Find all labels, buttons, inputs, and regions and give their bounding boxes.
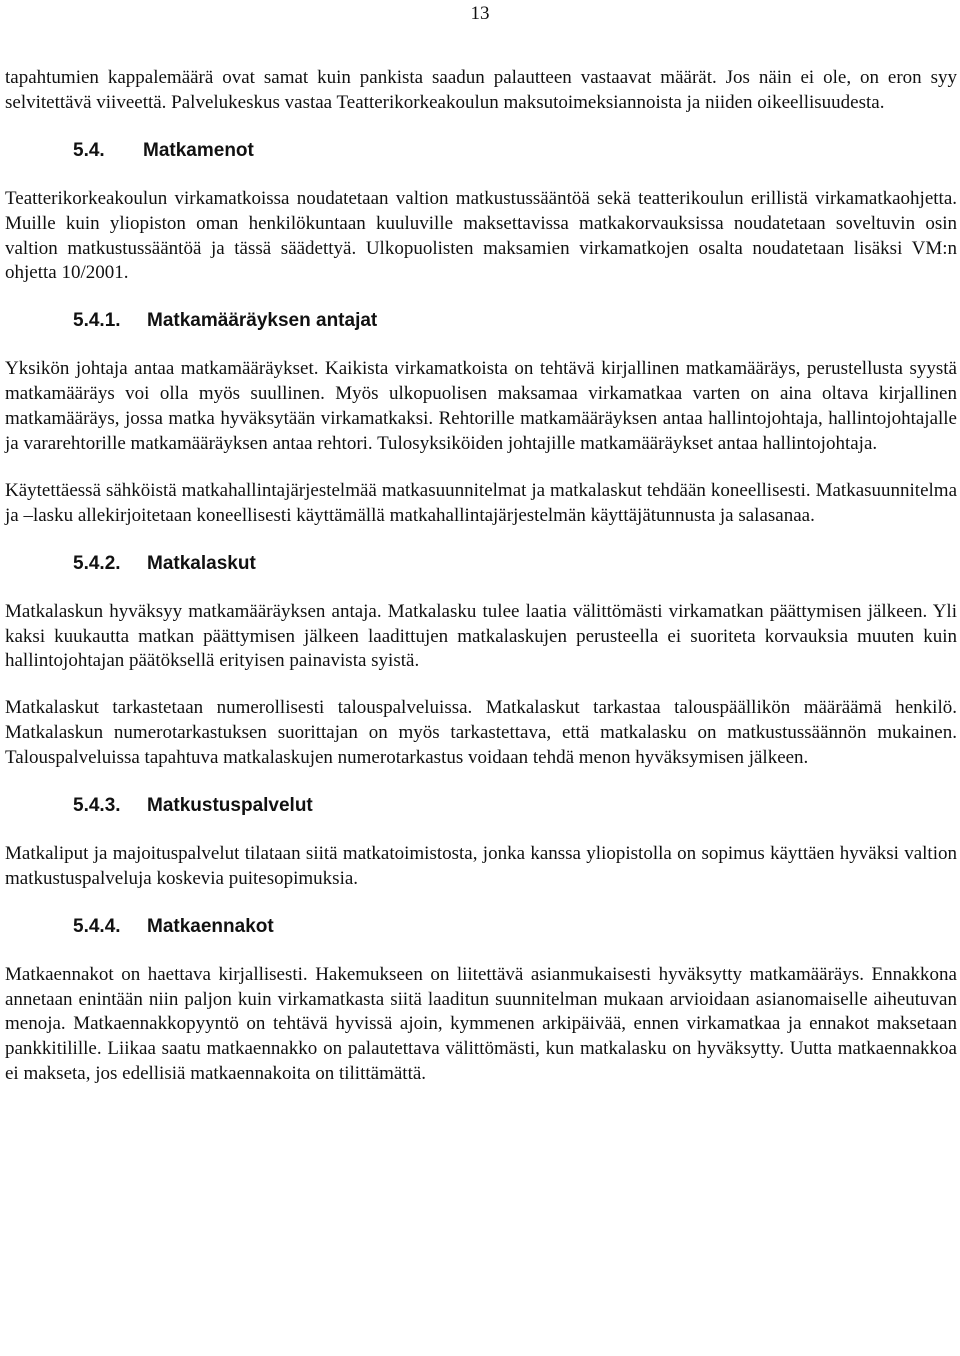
document-body	[5, 66, 957, 1087]
subsection-heading	[5, 309, 957, 334]
subsection-heading	[5, 794, 957, 819]
subsection-number: 5.4.3.	[73, 795, 121, 817]
subsection-title: Matkalaskut	[147, 552, 256, 574]
paragraph: Matkaliput ja majoituspalvelut tilataan siitä matkatoimistosta, jonka kanssa yliopistolla on sopimus käyttäen hyväksi valtion matkustuspalveluja koskevia puitesopimuksia.	[5, 842, 957, 889]
subsection-title: Matkaennakot	[147, 915, 274, 937]
section-number: 5.4.	[73, 139, 105, 161]
intro-paragraph: tapahtumien kappalemäärä ovat samat kuin pankista saadun palautteen vastaavat määrät. Jos näin ei ole, on eron syy selvitettävä viiveettä. Palvelukeskus vastaa Teatterikorkeakoulun maksutoimeksiannoista ja niiden oikeellisuudesta.	[5, 67, 957, 113]
paragraph: Käytettäessä sähköistä matkahallintajärjestelmää matkasuunnitelmat ja matkalaskut tehdään koneellisesti. Matkasuunnitelma ja –lasku allekirjoitetaan koneellisesti käyttämällä matkahallintajärjestelmän käyttäjätunnusta ja salasanaa.	[5, 479, 957, 526]
paragraph: Matkalaskun hyväksyy matkamääräyksen antaja. Matkalasku tulee laatia välittömästi virkamatkan päättymisen jälkeen. Yli kaksi kuukautta matkan päättymisen jälkeen laadittujen matkalaskujen perusteella ei suoriteta korvauksia muuten kuin hallintojohtajan päätöksellä erityisen painavista syistä.	[5, 600, 957, 672]
page-number: 13	[470, 3, 490, 24]
subsection-heading	[5, 915, 957, 940]
section-heading	[5, 139, 957, 164]
subsection-title: Matkustuspalvelut	[147, 795, 313, 817]
subsection-number: 5.4.2.	[73, 552, 121, 574]
section-paragraph: Teatterikorkeakoulun virkamatkoissa noudatetaan valtion matkustussääntöä sekä teatterikoulun erillistä virkamatkaohjetta. Muille kuin yliopiston oman henkilökuntaan kuuluville maksettavissa matkakorvauksissa noudatetaan soveltuvin osin valtion matkustussääntöä ja tässä säädettyä. Ulkopuolisten maksamien virkamatkojen osalta noudatetaan lisäksi VM:n ohjetta 10/2001.	[5, 187, 957, 284]
section-title: Matkamenot	[143, 139, 254, 161]
subsection-heading	[5, 552, 957, 577]
subsection-number: 5.4.4.	[73, 915, 121, 937]
subsection-number: 5.4.1.	[73, 310, 121, 332]
paragraph: Yksikön johtaja antaa matkamääräykset. Kaikista virkamatkoista on tehtävä kirjallinen matkamääräys, perustellusta syystä matkamääräys voi olla myös suullinen. Myös ulkopuolisen maksamaa virkamatkaa varten on aina oltava kirjallinen matkamääräys, jossa matka hyväksytään virkamatkaksi. Rehtorille matkamääräyksen antaa hallintojohtaja, hallintojohtajalle ja vararehtorille matkamääräyksen antaa rehtori. Tulosyksiköiden johtajille matkamääräykset antaa hallintojohtaja.	[5, 358, 957, 454]
paragraph: Matkalaskut tarkastetaan numerollisesti talouspalveluissa. Matkalaskut tarkastaa talouspäällikön määräämä henkilö. Matkalaskun numerotarkastuksen suorittajan on myös tarkastettava, että matkalasku on matkustussäännön mukainen. Talouspalveluissa tapahtuva matkalaskujen numerotarkastus voidaan tehdä menon hyväksymisen jälkeen.	[5, 697, 957, 769]
subsection-title: Matkamääräyksen antajat	[147, 310, 378, 332]
paragraph: Matkaennakot on haettava kirjallisesti. Hakemukseen on liitettävä asianmukaisesti hyväksytty matkamääräys. Ennakkona annetaan enintään niin paljon kuin virkamatkasta siitä laaditun suunnitelman mukaan arvioidaan asianomaiselle aiheutuvan menoja. Matkaennakkopyyntö on tehtävä hyvissä ajoin, kymmenen arkipäivää, ennen virkamatkaa ja ennakot maksetaan pankkitilille. Liikaa saatu matkaennakko on palautettava välittömästi, kun matkalasku on hyväksytty. Uutta matkaennakkoa ei makseta, jos edellisiä matkaennakoita on tilittämättä.	[5, 963, 957, 1085]
